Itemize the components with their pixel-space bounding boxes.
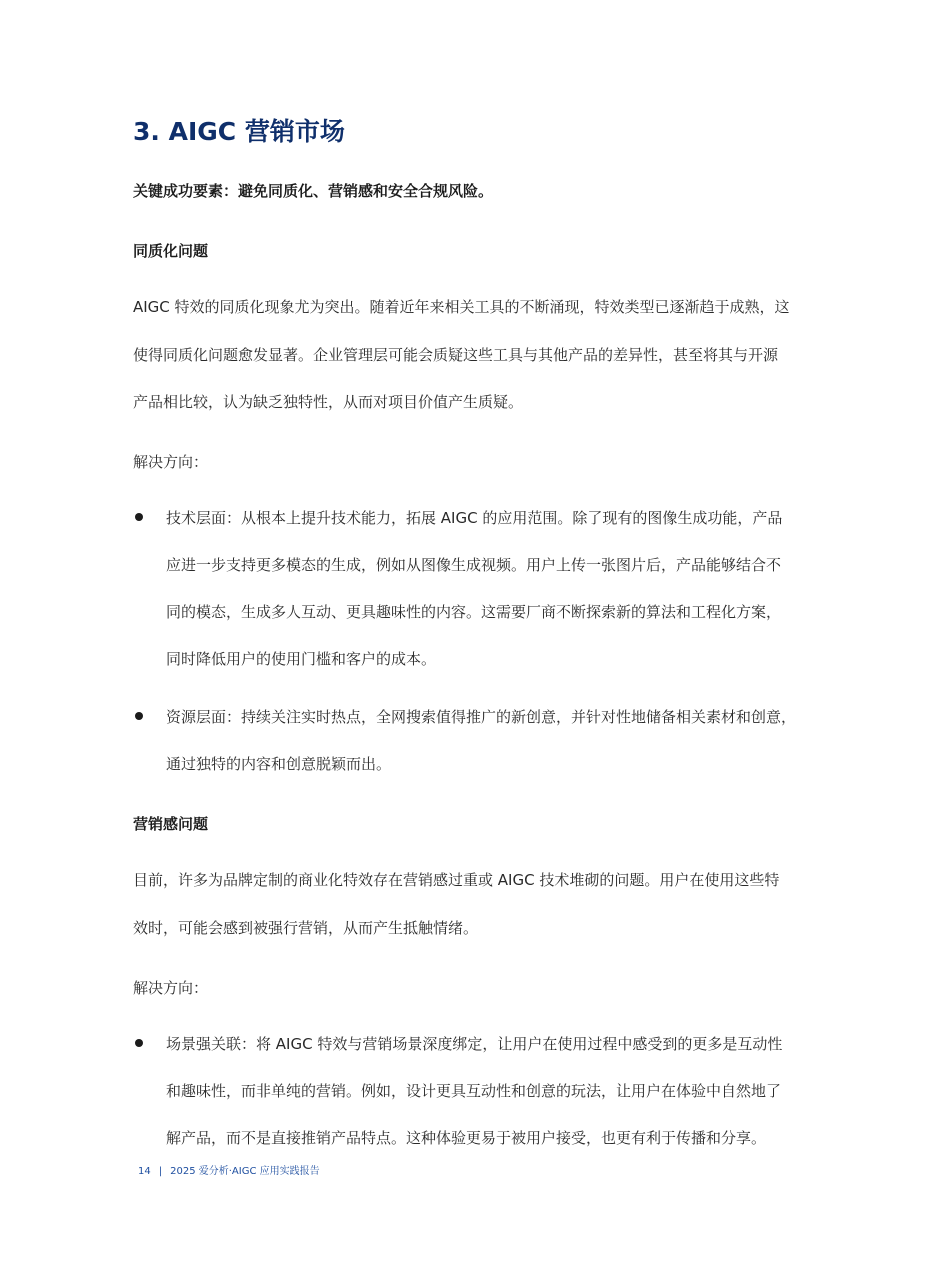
paragraph-line: AIGC 特效的同质化现象尤为突出。随着近年来相关工具的不断涌现，特效类型已逐渐趋于成熟，这 [133, 298, 790, 316]
bullet-line: 同的模态，生成多人互动、更具趣味性的内容。这需要厂商不断探索新的算法和工程化方案， [166, 603, 782, 621]
page-footer [138, 1162, 320, 1177]
bullet-dot-icon [135, 1039, 143, 1047]
bullet-text [166, 1021, 826, 1162]
marketing-solution-label: 解决方向： [133, 979, 209, 997]
bullet-line: 通过独特的内容和创意脱颖而出。 [166, 755, 392, 773]
bullet-line: 应进一步支持更多模态的生成，例如从图像生成视频。用户上传一张图片后，产品能够结合不 [166, 556, 782, 574]
report-title: 2025 爱分析·AIGC 应用实践报告 [170, 1166, 320, 1177]
paragraph-line: 目前，许多为品牌定制的商业化特效存在营销感过重或 AIGC 技术堆砌的问题。用户在使用这些特 [133, 871, 780, 889]
page-number: 14 [138, 1166, 151, 1177]
bullet-text [166, 495, 826, 683]
bullet-text [166, 694, 826, 788]
bullet-line: 场景强关联：将 AIGC 特效与营销场景深度绑定，让用户在使用过程中感受到的更多是互动性 [166, 1035, 783, 1053]
bullet-line: 资源层面：持续关注实时热点，全网搜索值得推广的新创意，并针对性地储备相关素材和创意， [166, 708, 797, 726]
homogeneity-heading: 同质化问题 [133, 242, 209, 260]
paragraph-line: 效时，可能会感到被强行营销，从而产生抵触情绪。 [133, 918, 479, 937]
bullet-line: 和趣味性，而非单纯的营销。例如，设计更具互动性和创意的玩法，让用户在体验中自然地了 [166, 1082, 782, 1100]
bullet-line: 技术层面：从根本上提升技术能力，拓展 AIGC 的应用范围。除了现有的图像生成功能，产品 [166, 509, 783, 527]
paragraph-line: 产品相比较，认为缺乏独特性，从而对项目价值产生质疑。 [133, 393, 524, 411]
marketing-heading: 营销感问题 [133, 815, 209, 833]
marketing-paragraph [133, 857, 823, 952]
key-success-factors: 关键成功要素：避免同质化、营销感和安全合规风险。 [133, 182, 494, 200]
paragraph-line: 使得同质化问题愈发显著。企业管理层可能会质疑这些工具与其他产品的差异性，甚至将其与开源 [133, 345, 779, 364]
footer-separator: | [158, 1166, 163, 1177]
bullet-dot-icon [135, 513, 143, 521]
bullet-dot-icon [135, 712, 143, 720]
bullet-line: 同时降低用户的使用门槛和客户的成本。 [166, 650, 437, 668]
homogeneity-solution-label: 解决方向： [133, 453, 209, 471]
bullet-line: 解产品，而不是直接推销产品特点。这种体验更易于被用户接受，也更有利于传播和分享。 [166, 1129, 767, 1147]
section-title: 3. AIGC 营销市场 [133, 117, 345, 146]
homogeneity-paragraph [133, 284, 823, 427]
